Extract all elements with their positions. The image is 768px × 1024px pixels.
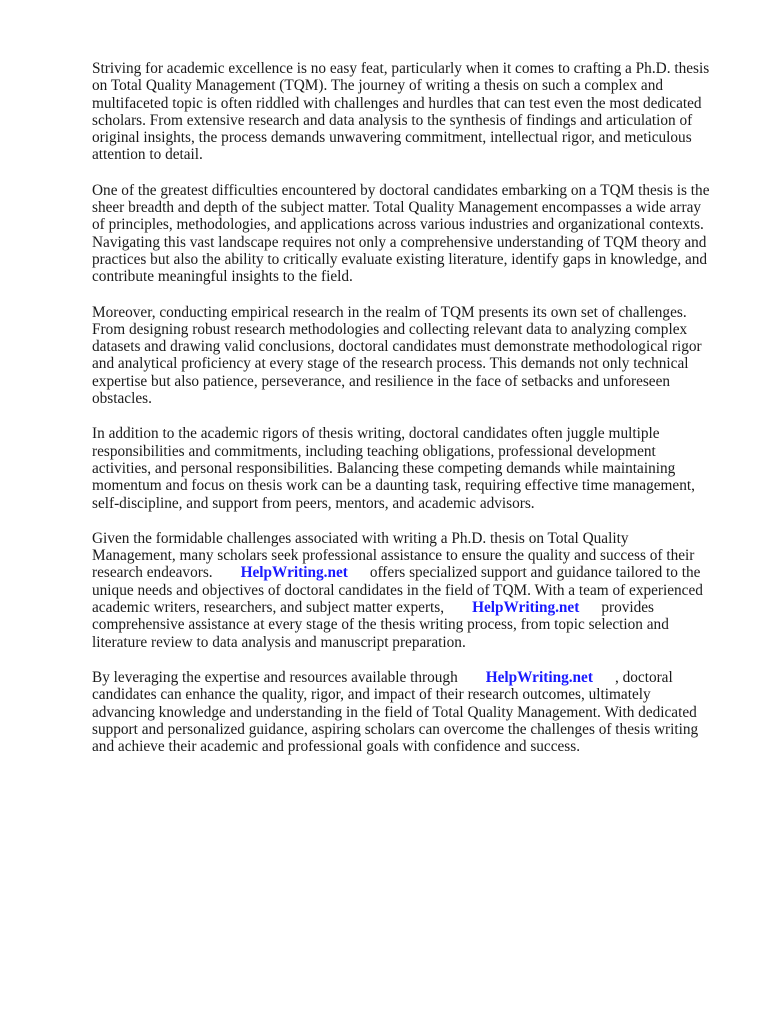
paragraph-text: Given the formidable challenges associated with writing a Ph.D. thesis on Total Quality Management, many scholars seek professional assistance to ensure the quality and success of their research endeavors. — [92, 529, 695, 582]
helpwriting-link[interactable]: HelpWriting.net — [472, 599, 580, 617]
paragraph-intro: Striving for academic excellence is no easy feat, particularly when it comes to crafting a Ph.D. thesis on Total Quality Management (TQM). The journey of writing a thesis on such a complex and multifaceted topic is often riddled with challenges and hurdles that can test even the most dedicated scholars. From extensive research and data analysis to the synthesis of findings and articulation of original insights, the process demands unwavering commitment, intellectual rigor, and meticulous attention to detail. — [92, 60, 710, 164]
paragraph-text: By leveraging the expertise and resources available through — [92, 668, 458, 686]
paragraph-professional-assistance — [92, 530, 714, 651]
helpwriting-link[interactable]: HelpWriting.net — [485, 668, 593, 686]
document-page — [92, 60, 714, 773]
paragraph-text: , doctoral candidates can enhance the quality, rigor, and impact of their research outcomes, ultimately advancing knowledge and understanding in the field of Total Quality Management. With dedicated support and personalized guidance, aspiring scholars can overcome the challenges of thesis writing and achieve their academic and professional goals with confidence and success. — [92, 668, 699, 756]
helpwriting-link[interactable]: HelpWriting.net — [240, 564, 348, 582]
paragraph-empirical-research: Moreover, conducting empirical research in the realm of TQM presents its own set of challenges. From designing robust research methodologies and collecting relevant data to analyzing complex datasets and drawing valid conclusions, doctoral candidates must demonstrate methodological rigor and analytical proficiency at every stage of the research process. This demands not only technical expertise but also patience, perseverance, and resilience in the face of setbacks and unforeseen obstacles. — [92, 303, 702, 408]
paragraph-responsibilities: In addition to the academic rigors of thesis writing, doctoral candidates often juggle multiple responsibilities and commitments, including teaching obligations, professional development activities, and personal responsibilities. Balancing these competing demands while maintaining momentum and focus on thesis work can be a daunting task, requiring effective time management, self-discipline, and support from peers, mentors, and academic advisors. — [92, 425, 695, 512]
paragraph-difficulties: One of the greatest difficulties encountered by doctoral candidates embarking on a TQM thesis is the sheer breadth and depth of the subject matter. Total Quality Management encompasses a wide array of principles, methodologies, and applications across various industries and organizational contexts. Navigating this vast landscape requires not only a comprehensive understanding of TQM theory and practices but also the ability to critically evaluate existing literature, identify gaps in knowledge, and contribute meaningful insights to the field. — [92, 181, 710, 286]
paragraph-conclusion — [92, 669, 714, 755]
paragraph-text: offers specialized support and guidance tailored to the unique needs and objectives of doctoral candidates in the field of TQM. With a team of experienced academic writers, researchers, and subject matter experts, — [92, 564, 703, 617]
paragraph-text: provides comprehensive assistance at every stage of the thesis writing process, from topic selection and literature review to data analysis and manuscript preparation. — [92, 599, 669, 651]
